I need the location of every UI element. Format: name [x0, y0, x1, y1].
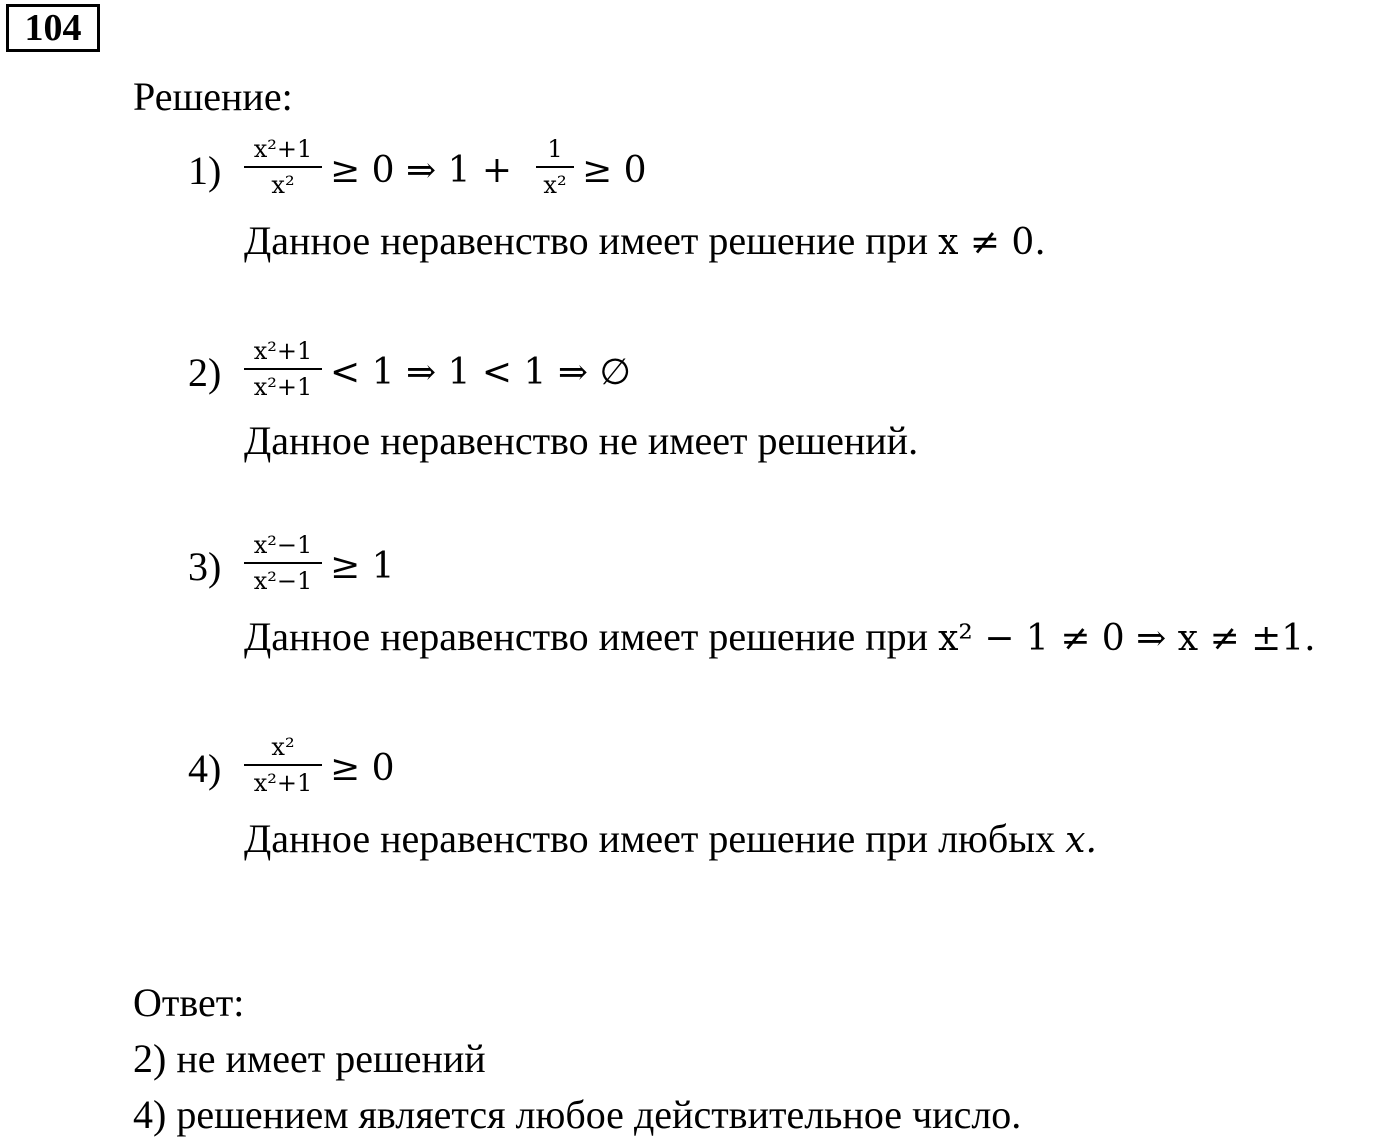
fraction — [244, 532, 322, 600]
problem-number: 104 — [6, 4, 100, 52]
item-text-words: Данное неравенство имеет решение при любых — [244, 816, 1056, 861]
item-text-math: x ≠ 0. — [938, 222, 1046, 263]
relation: < 1 ⇒ 1 < 1 ⇒ ∅ — [330, 352, 631, 393]
numerator: x²+1 — [253, 135, 313, 163]
item-text-math: x² − 1 ≠ 0 ⇒ x ≠ ±1. — [938, 618, 1316, 659]
item-text-words: Данное неравенство имеет решение при — [244, 218, 929, 263]
fraction — [244, 338, 322, 406]
numerator: x²−1 — [253, 531, 313, 559]
denominator: x²−1 — [253, 567, 313, 595]
relation-2: ≥ 0 — [582, 150, 647, 191]
fraction-bar — [244, 764, 322, 766]
item-text — [244, 614, 1316, 662]
fraction-bar — [244, 368, 322, 370]
fraction-bar — [244, 562, 322, 564]
numerator: x²+1 — [253, 337, 313, 365]
fraction-2 — [536, 136, 574, 204]
fraction — [244, 136, 322, 204]
answer-heading: Ответ: — [133, 980, 245, 1025]
item-text-words: Данное неравенство имеет решение при — [244, 614, 929, 659]
answer-line-2: 4) решением является любое действительное число. — [133, 1092, 1022, 1137]
relation: ≥ 0 ⇒ 1 + — [330, 150, 513, 191]
denominator: x² — [271, 171, 295, 199]
fraction — [244, 734, 322, 802]
item-text-math: x. — [1065, 820, 1097, 861]
relation: ≥ 1 — [330, 546, 395, 587]
fraction-bar — [536, 166, 574, 168]
item-text — [244, 218, 1046, 266]
numerator: x² — [271, 733, 295, 761]
item-label: 4) — [188, 746, 222, 791]
numerator: 1 — [547, 135, 563, 163]
relation: ≥ 0 — [330, 748, 395, 789]
item-label: 1) — [188, 148, 222, 193]
item-text: Данное неравенство не имеет решений. — [244, 418, 919, 463]
item-label: 2) — [188, 350, 222, 395]
item-label: 3) — [188, 544, 222, 589]
denominator: x² — [543, 171, 567, 199]
item-text — [244, 816, 1097, 864]
fraction-bar — [244, 166, 322, 168]
answer-line-1: 2) не имеет решений — [133, 1036, 486, 1081]
solution-heading: Решение: — [133, 74, 293, 119]
denominator: x²+1 — [253, 769, 313, 797]
denominator: x²+1 — [253, 373, 313, 401]
